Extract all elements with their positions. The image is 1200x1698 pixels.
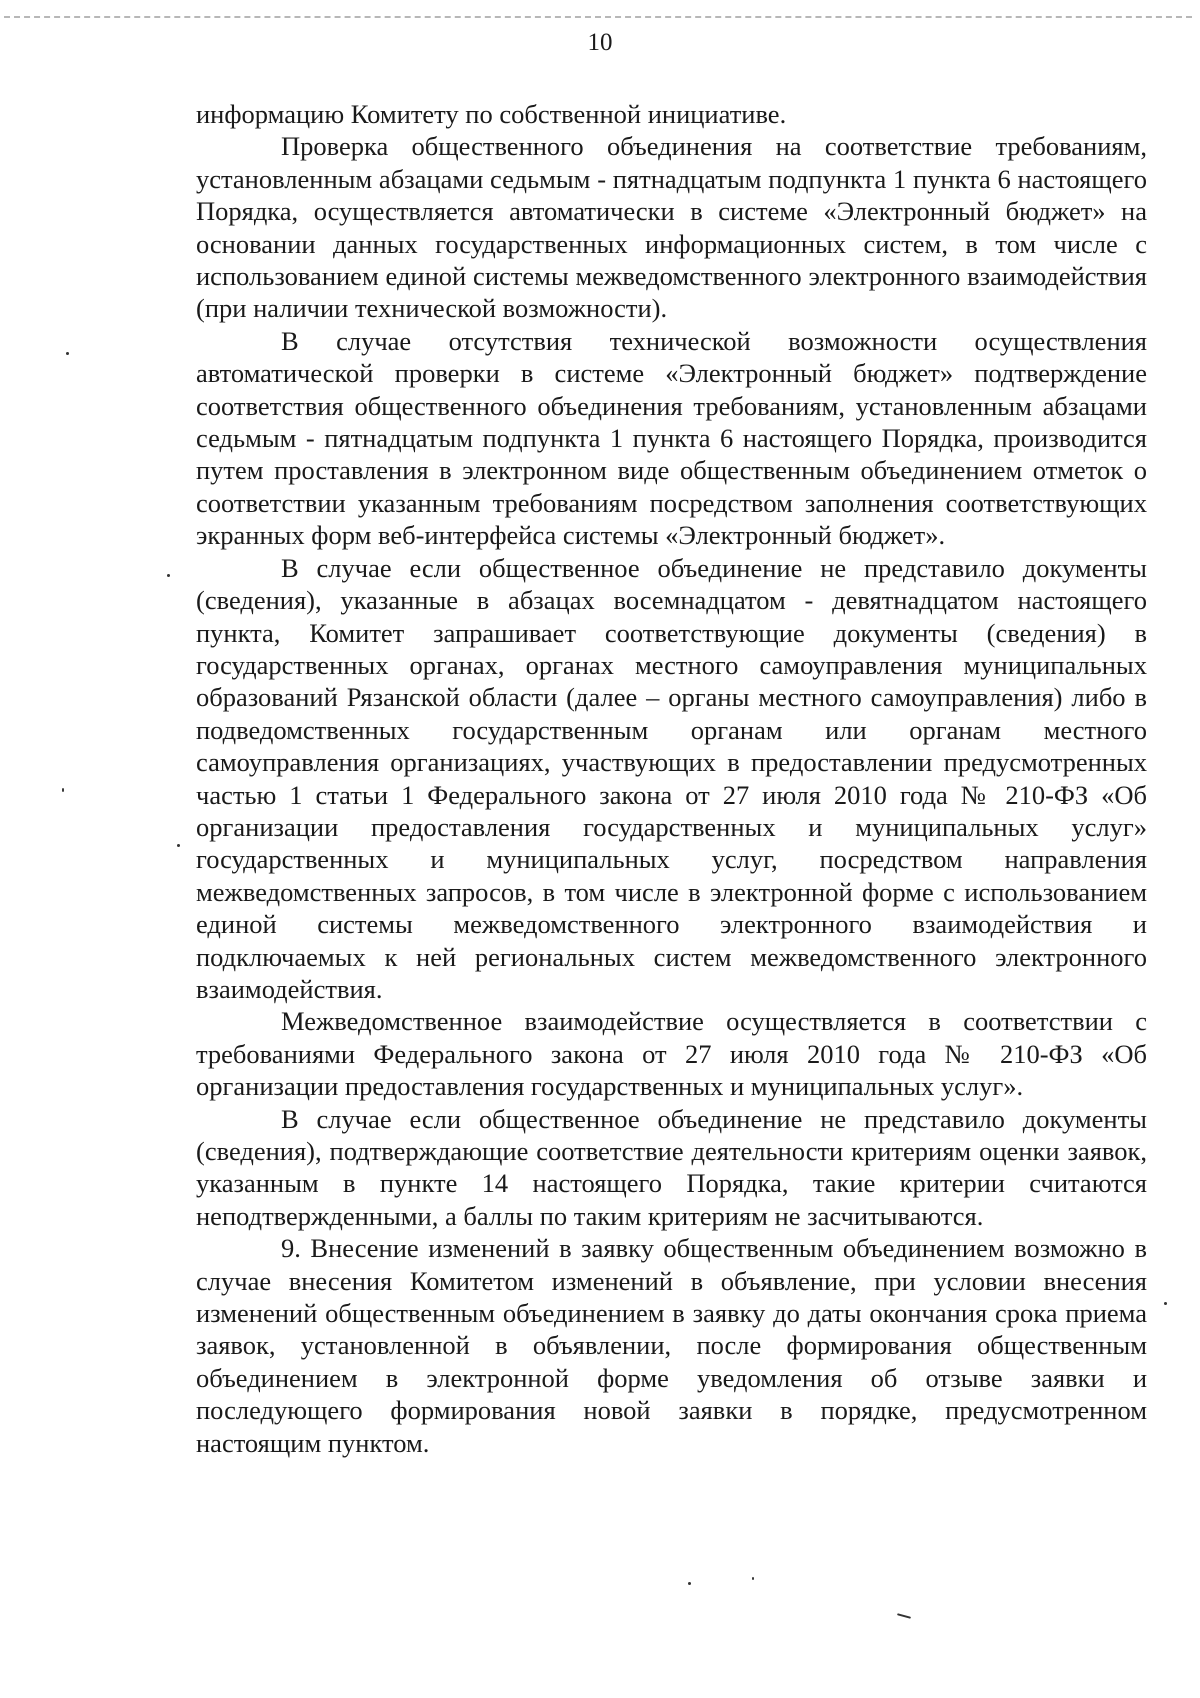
scan-speck xyxy=(688,1582,691,1585)
paragraph-unconfirmed-criteria: В случае если общественное объединение не представило документы (сведения), подтверждающие соответствие деятельности критериям оценки заявок, указанным в пункте 14 настоящего Порядка, такие критерии считаются неподтвержденными, а баллы по таким критериям не засчитываются. xyxy=(196,1103,1147,1231)
scan-top-edge-line xyxy=(4,16,1192,18)
scan-speck xyxy=(167,574,170,577)
scan-speck xyxy=(177,844,180,847)
scan-speck xyxy=(66,352,69,355)
scan-speck xyxy=(1164,1302,1167,1305)
paragraph-interagency-interaction: Межведомственное взаимодействие осуществляется в соответствии с требованиями Федерального закона от 27 июля 2010 года № 210-ФЗ «Об организации предоставления государственных и муниципальных услуг». xyxy=(196,1006,1147,1102)
scan-speck xyxy=(62,788,64,792)
document-body xyxy=(196,98,1147,1459)
paragraph-continuation: информацию Комитету по собственной инициативе. xyxy=(196,99,787,129)
paragraph-verification: Проверка общественного объединения на соответствие требованиям, установленным абзацами седьмым - пятнадцатым подпункта 1 пункта 6 настоящего Порядка, осуществляется автоматически в системе «Электронный бюджет» на основании данных государственных информационных систем, в том числе с использованием единой системы межведомственного электронного взаимодействия (при наличии технической возможности). xyxy=(196,131,1147,324)
scan-speck xyxy=(752,1577,754,1580)
paragraph-documents-request: В случае если общественное объединение не представило документы (сведения), указанные в абзацах восемнадцатом - девятнадцатом настоящего пункта, Комитет запрашивает соответствующие документы (сведения) в государственных органах, органах местного самоуправления муниципальных образований Рязанской области (далее – органы местного самоуправления) либо в подведомственных государственным органам или органам местного самоуправления организациях, участвующих в предоставлении предусмотренных частью 1 статьи 1 Федерального закона от 27 июля 2010 года № 210-ФЗ «Об организации предоставления государственных и муниципальных услуг» государственных и муниципальных услуг, посредством направления межведомственных запросов, в том числе в электронной форме с использованием единой системы межведомственного электронного взаимодействия и подключаемых к ней региональных систем межведомственного электронного взаимодействия. xyxy=(196,552,1147,1004)
paragraph-item-9-changes: 9. Внесение изменений в заявку общественным объединением возможно в случае внесения Комитетом изменений в объявление, при условии внесения изменений общественным объединением в заявку до даты окончания срока приема заявок, установленной в объявлении, после формирования общественным объединением в электронной форме уведомления об отзыве заявки и последующего формирования новой заявки в порядке, предусмотренном настоящим пунктом. xyxy=(196,1233,1147,1458)
scan-speck xyxy=(897,1613,911,1619)
page-number: 10 xyxy=(587,29,613,56)
paragraph-no-technical-possibility: В случае отсутствия технической возможности осуществления автоматической проверки в системе «Электронный бюджет» подтверждение соответствия общественного объединения требованиям, установленным абзацами седьмым - пятнадцатым подпункта 1 пункта 6 настоящего Порядка, производится путем проставления в электронном виде общественным объединением отметок о соответствии указанным требованиям посредством заполнения соответствующих экранных форм веб-интерфейса системы «Электронный бюджет». xyxy=(196,325,1147,551)
